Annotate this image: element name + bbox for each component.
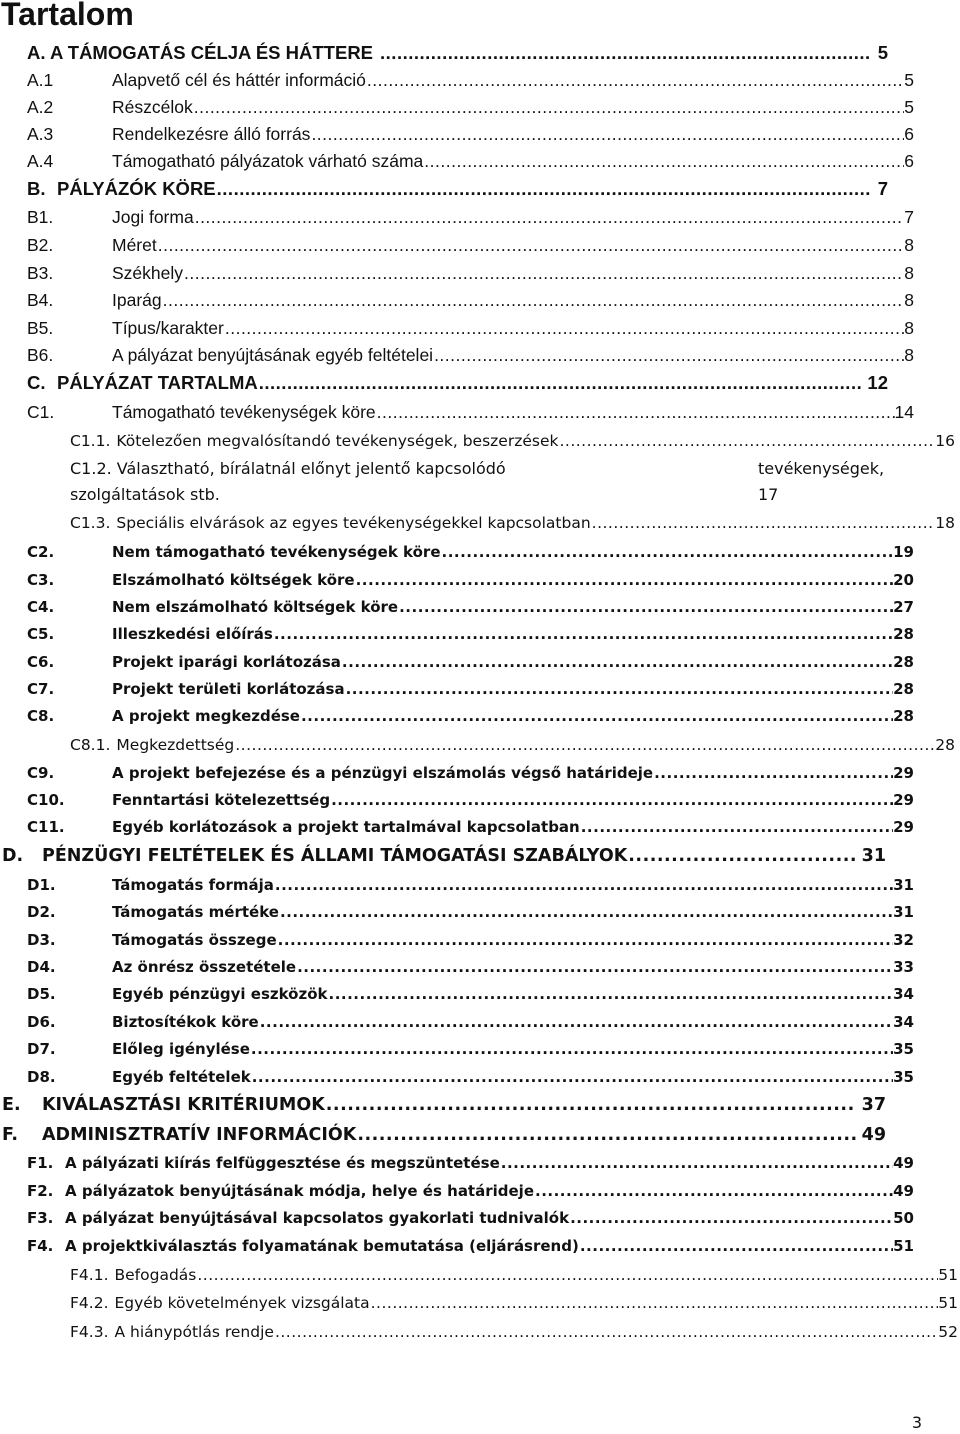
toc-entry-number: F4.1. [70, 1266, 109, 1284]
toc-entry-title: Alapvető cél és háttér információ [112, 69, 366, 90]
toc-entry-number: C1.1. [70, 432, 111, 450]
toc-entry-page: 28 [893, 653, 914, 671]
toc-entry-number: C7. [27, 680, 55, 698]
toc-entry[interactable] [2, 1092, 886, 1118]
toc-entry-title: Jogi forma [112, 206, 194, 227]
toc-entry[interactable] [27, 1036, 914, 1062]
toc-entry-number: D7. [27, 1040, 56, 1058]
toc-leader-dots [277, 931, 893, 949]
toc-entry-number: A.1 [27, 69, 54, 90]
toc-entry-page: 16 [935, 432, 955, 450]
toc-entry-number: C. [27, 372, 46, 393]
toc-leader-dots [296, 958, 893, 976]
toc-entry-number: F2. [27, 1182, 54, 1200]
toc-entry[interactable] [27, 204, 914, 230]
toc-entry[interactable] [70, 428, 955, 454]
toc-entry-title: Egyéb követelmények vizsgálata [114, 1294, 370, 1312]
toc-entry-title: Speciális elvárások az egyes tevékenységekkel kapcsolatban [116, 514, 591, 532]
toc-entry-number: C1.2. [70, 459, 112, 478]
toc-leader-dots [300, 707, 893, 725]
toc-leader-dots [330, 791, 893, 809]
toc-entry-page: 6 [904, 150, 914, 171]
toc-leader-dots [441, 543, 894, 561]
toc-entry-page: 8 [904, 262, 914, 283]
toc-entry-page: 5 [904, 96, 914, 117]
toc-leader-dots [279, 903, 893, 921]
toc-entry[interactable] [27, 370, 888, 396]
toc-leader-dots [433, 345, 904, 366]
toc-entry-number: B. [27, 178, 46, 199]
toc-entry-number: F. [2, 1125, 19, 1145]
toc-entry-page: 28 [893, 707, 914, 725]
toc-entry-page: 7 [877, 178, 888, 199]
toc-entry[interactable] [2, 1122, 886, 1148]
toc-leader-dots [216, 178, 872, 200]
toc-entry[interactable] [27, 872, 914, 898]
toc-entry-number: D4. [27, 958, 56, 976]
toc-entry-title: PÁLYÁZÓK KÖRE [57, 178, 216, 199]
toc-entry-page: 29 [893, 818, 914, 836]
toc-entry[interactable] [70, 510, 955, 536]
toc-entry-page: 27 [893, 598, 914, 616]
toc-leader-dots [234, 736, 935, 754]
toc-entry-title: Biztosítékok köre [112, 1013, 259, 1031]
toc-entry-page: 28 [935, 736, 955, 754]
toc-leader-dots [591, 514, 936, 532]
toc-entry-page: 32 [893, 931, 914, 949]
toc-entry-number: C4. [27, 598, 55, 616]
toc-entry-title: A hiánypótlás rendje [114, 1323, 274, 1341]
toc-leader-dots [534, 1182, 893, 1200]
toc-entry-number: C11. [27, 818, 65, 836]
toc-entry-number: D8. [27, 1068, 56, 1086]
toc-leader-dots [251, 1068, 893, 1086]
toc-entry-page: 34 [893, 985, 914, 1003]
toc-entry[interactable] [27, 594, 914, 620]
toc-entry-number: B3. [27, 262, 54, 283]
toc-entry-number: B5. [27, 317, 54, 338]
toc-entry[interactable] [27, 94, 914, 120]
toc-entry-page: 28 [893, 680, 914, 698]
toc-entry[interactable] [27, 703, 914, 729]
toc-entry-title-line2: szolgáltatások stb. [70, 485, 220, 504]
toc-leader-dots [259, 1013, 893, 1031]
toc-leader-dots [341, 653, 893, 671]
toc-leader-dots [325, 1095, 856, 1115]
toc-entry-page: 12 [867, 372, 888, 393]
toc-entry-page: 49 [893, 1154, 914, 1172]
toc-leader-dots [224, 318, 904, 339]
toc-entry-number: C1. [27, 401, 55, 422]
toc-entry[interactable] [70, 1319, 958, 1345]
toc-leader-dots [250, 1040, 893, 1058]
toc-entry-page: 7 [904, 206, 914, 227]
toc-entry[interactable] [27, 539, 914, 565]
toc-leader-dots [579, 1237, 893, 1255]
toc-entry[interactable] [27, 1009, 914, 1035]
toc-entry[interactable] [27, 1205, 914, 1231]
toc-leader-dots [162, 290, 905, 311]
toc-leader-dots [379, 42, 872, 64]
toc-leader-dots [355, 571, 894, 589]
toc-entry-title: Nem elszámolható költségek köre [112, 598, 399, 616]
toc-entry-number: D6. [27, 1013, 56, 1031]
toc-entry-title-continued: tevékenységek, [758, 459, 885, 478]
toc-entry[interactable] [27, 981, 914, 1007]
toc-entry-title: Projekt területi korlátozása [112, 680, 345, 698]
toc-entry-number: A.2 [27, 96, 54, 117]
toc-entry-title: Előleg igénylése [112, 1040, 250, 1058]
toc-leader-dots [580, 818, 893, 836]
toc-entry-number: D. [2, 846, 24, 866]
page-number: 3 [911, 1413, 922, 1432]
toc-entry[interactable] [27, 260, 914, 286]
toc-entry[interactable] [27, 148, 914, 174]
toc-entry[interactable] [27, 1064, 914, 1090]
toc-entry[interactable] [27, 67, 914, 93]
toc-leader-dots [627, 846, 855, 866]
toc-entry[interactable] [27, 287, 914, 313]
toc-entry-number: C1.3. [70, 514, 111, 532]
toc-entry-page: 19 [893, 543, 914, 561]
toc-entry-number: C8.1. [70, 736, 111, 754]
toc-entry-number: C5. [27, 625, 55, 643]
toc-entry-number: A.4 [27, 150, 54, 171]
toc-entry-title: PÁLYÁZAT TARTALMA [57, 372, 258, 393]
toc-leader-dots [558, 432, 935, 450]
toc-leader-dots [500, 1154, 893, 1172]
toc-leader-dots [345, 680, 894, 698]
toc-entry-number: A.3 [27, 123, 54, 144]
toc-entry-title: Az önrész összetétele [112, 958, 297, 976]
toc-leader-dots [157, 235, 905, 256]
toc-leader-dots [310, 124, 904, 145]
toc-entry-title: Egyéb korlátozások a projekt tartalmával kapcsolatban [112, 818, 580, 836]
toc-entry[interactable] [27, 315, 914, 341]
toc-entry-title: Illeszkedési előírás [112, 625, 273, 643]
toc-entry-page: 34 [893, 1013, 914, 1031]
toc-entry-title: Típus/karakter [112, 317, 224, 338]
toc-entry-page: 29 [893, 764, 914, 782]
toc-entry-page: 14 [894, 401, 914, 422]
toc-leader-dots [376, 402, 895, 423]
toc-entry-number: B1. [27, 206, 54, 227]
toc-entry[interactable] [27, 1150, 914, 1176]
toc-entry-number: B6. [27, 344, 54, 365]
toc-entry[interactable] [27, 121, 914, 147]
toc-entry-number: B4. [27, 289, 54, 310]
toc-entry-page: 29 [893, 791, 914, 809]
toc-entry[interactable] [27, 176, 888, 202]
toc-entry-title: Iparág [112, 289, 162, 310]
toc-entry-number: D1. [27, 876, 56, 894]
toc-entry-page: 49 [893, 1182, 914, 1200]
toc-entry-page: 31 [861, 846, 886, 866]
toc-entry[interactable] [27, 232, 914, 258]
toc-entry-title: KIVÁLASZTÁSI KRITÉRIUMOK [42, 1095, 325, 1115]
toc-entry[interactable] [27, 760, 914, 786]
toc-entry[interactable] [70, 1290, 958, 1316]
toc-entry-title: Rendelkezésre álló forrás [112, 123, 311, 144]
toc-entry-number: C2. [27, 543, 55, 561]
toc-leader-dots [193, 97, 905, 118]
toc-leader-dots [653, 764, 893, 782]
toc-leader-dots [398, 598, 893, 616]
toc-entry-title: Támogatható tevékenységek köre [112, 401, 376, 422]
toc-entry-page: 5 [877, 42, 888, 63]
toc-entry[interactable] [27, 1178, 914, 1204]
toc-entry-page: 28 [893, 625, 914, 643]
toc-entry[interactable] [27, 1233, 914, 1259]
toc-entry-title: A projekt befejezése és a pénzügyi elszámolás végső határideje [112, 764, 654, 782]
toc-entry-page: 49 [861, 1125, 886, 1145]
toc-entry-number: B2. [27, 234, 54, 255]
toc-entry-title: A pályázati kiírás felfüggesztése és megszüntetése [65, 1154, 500, 1172]
toc-leader-dots [274, 876, 893, 894]
toc-leader-dots [328, 985, 894, 1003]
toc-entry[interactable] [27, 927, 914, 953]
toc-entry-number: C10. [27, 791, 65, 809]
toc-entry-number: D2. [27, 903, 56, 921]
toc-entry-page: 17 [758, 485, 779, 504]
toc-entry-title: Elszámolható költségek köre [112, 571, 355, 589]
toc-entry[interactable] [27, 399, 914, 425]
toc-leader-dots [273, 625, 893, 643]
toc-entry-title: Támogatás mértéke [112, 903, 279, 921]
toc-entry-page: 51 [938, 1294, 958, 1312]
toc-entry[interactable] [70, 732, 955, 758]
toc-entry[interactable] [2, 843, 886, 869]
toc-entry[interactable] [70, 456, 955, 508]
toc-entry[interactable] [27, 676, 914, 702]
toc-entry-page: 6 [904, 123, 914, 144]
toc-entry-number: D5. [27, 985, 56, 1003]
toc-entry-title: Támogatás formája [112, 876, 274, 894]
toc-entry-title: Fenntartási kötelezettség [112, 791, 331, 809]
toc-entry-title: Egyéb pénzügyi eszközök [112, 985, 328, 1003]
toc-entry-title: Projekt iparági korlátozása [112, 653, 341, 671]
toc-entry-number: C8. [27, 707, 55, 725]
toc-entry-title: Kötelezően megvalósítandó tevékenységek, beszerzések [116, 432, 559, 450]
toc-entry-title: A pályázat benyújtásának egyéb feltételei [112, 344, 434, 365]
toc-entry-number: C6. [27, 653, 55, 671]
toc-entry[interactable] [27, 342, 914, 368]
toc-entry-number: C9. [27, 764, 55, 782]
toc-entry-page: 20 [893, 571, 914, 589]
toc-entry-page: 8 [904, 317, 914, 338]
toc-entry-title: ADMINISZTRATÍV INFORMÁCIÓK [42, 1125, 357, 1145]
toc-entry-title: A projektkiválasztás folyamatának bemutatása (eljárásrend) [65, 1237, 579, 1255]
toc-entry[interactable] [27, 899, 914, 925]
toc-entry-title: Méret [112, 234, 157, 255]
toc-entry-page: 8 [904, 289, 914, 310]
toc-entry-page: 18 [935, 514, 955, 532]
toc-entry-page: 51 [938, 1266, 958, 1284]
toc-entry-title: PÉNZÜGYI FELTÉTELEK ÉS ÁLLAMI TÁMOGATÁSI SZABÁLYOK [42, 846, 628, 866]
toc-entry-title: A projekt megkezdése [112, 707, 300, 725]
toc-entry[interactable] [27, 787, 914, 813]
toc-entry-page: 31 [893, 876, 914, 894]
toc-entry-number: C3. [27, 571, 55, 589]
toc-entry-title: Megkezdettség [116, 736, 235, 754]
toc-leader-dots [356, 1125, 855, 1145]
toc-entry-title: Támogatható pályázatok várható száma [112, 150, 424, 171]
toc-entry-number: F4. [27, 1237, 54, 1255]
page-title: Tartalom [1, 0, 134, 32]
toc-leader-dots [274, 1323, 938, 1341]
toc-entry[interactable] [27, 621, 914, 647]
toc-entry-number: E. [2, 1095, 21, 1115]
toc-entry[interactable] [27, 954, 914, 980]
toc-entry-title: Részcélok [112, 96, 193, 117]
toc-entry-page: 8 [904, 234, 914, 255]
toc-entry-title: Támogatás összege [112, 931, 277, 949]
toc-entry[interactable] [27, 814, 914, 840]
toc-leader-dots [366, 70, 904, 91]
toc-entry[interactable] [27, 567, 914, 593]
toc-entry-title: Befogadás [114, 1266, 197, 1284]
toc-entry[interactable] [27, 649, 914, 675]
toc-entry-title: Választható, bírálatnál előnyt jelentő kapcsolódó [111, 459, 506, 478]
toc-leader-dots [423, 151, 904, 172]
toc-entry-title: A pályázat benyújtásával kapcsolatos gyakorlati tudnivalók [65, 1209, 570, 1227]
toc-entry-page: 51 [893, 1237, 914, 1255]
toc-leader-dots [569, 1209, 893, 1227]
toc-entry-number: F4.3. [70, 1323, 109, 1341]
toc-entry-page: 37 [861, 1095, 886, 1115]
toc-entry-title: Nem támogatható tevékenységek köre [112, 543, 441, 561]
toc-entry-page: 50 [893, 1209, 914, 1227]
toc-entry[interactable] [70, 1262, 958, 1288]
toc-leader-dots [370, 1294, 939, 1312]
toc-entry-number: F4.2. [70, 1294, 109, 1312]
toc-entry-number: A. A TÁMOGATÁS CÉLJA ÉS HÁTTERE [27, 42, 374, 63]
toc-leader-dots [258, 372, 862, 394]
toc-entry[interactable] [27, 40, 888, 66]
toc-entry-title: A pályázatok benyújtásának módja, helye és határideje [65, 1182, 534, 1200]
toc-entry-page: 31 [893, 903, 914, 921]
toc-entry-title: Egyéb feltételek [112, 1068, 251, 1086]
toc-entry-page: 8 [904, 344, 914, 365]
toc-entry-page: 35 [893, 1040, 914, 1058]
toc-entry-page: 33 [893, 958, 914, 976]
toc-entry-number: F3. [27, 1209, 54, 1227]
toc-entry-number: F1. [27, 1154, 54, 1172]
toc-entry-page: 5 [904, 69, 914, 90]
toc-leader-dots [183, 263, 904, 284]
toc-entry-number: D3. [27, 931, 56, 949]
toc-entry-page: 52 [938, 1323, 958, 1341]
toc-entry-page: 35 [893, 1068, 914, 1086]
toc-leader-dots [194, 207, 905, 228]
toc-leader-dots [196, 1266, 938, 1284]
toc-entry-title: Székhely [112, 262, 184, 283]
